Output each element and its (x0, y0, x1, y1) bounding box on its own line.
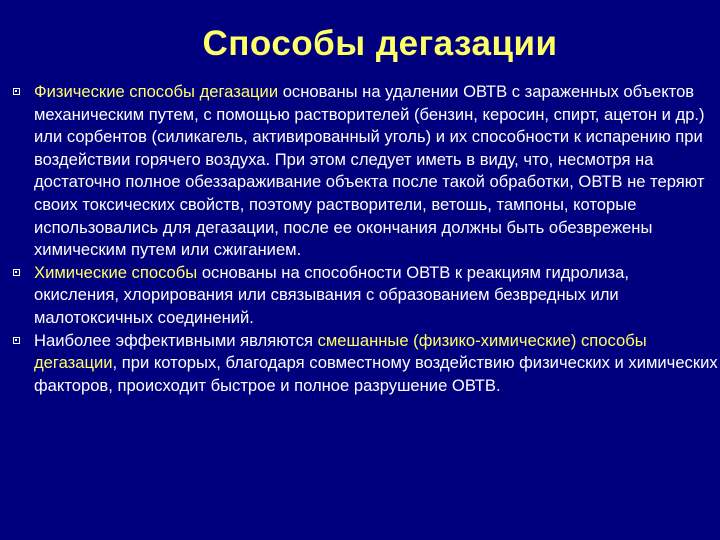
bullet-mixed (12, 330, 718, 398)
bullet-highlight: смешанные (физико-химические) способы дегазации (34, 330, 647, 373)
square-bullet-icon (13, 269, 20, 276)
square-bullet-icon (13, 337, 20, 344)
bullet-list (12, 81, 718, 397)
slide-title: Способы дегазации (202, 24, 558, 63)
bullet-physical (12, 81, 718, 262)
bullet-text: , при которых, благодаря совместному воздействию физических и химических факторов, происходит быстрое и полное разрушение ОВТВ. (34, 353, 718, 395)
bullet-highlight: Физические способы дегазации (34, 82, 279, 101)
bullet-text: основаны на удалении ОВТВ с зараженных объектов механическим путем, с помощью растворителей (бензин, керосин, спирт, ацетон и др.) или сорбентов (силикагель, активированный уголь) и их способности к испарению при воздействии горячего воздуха. При этом следует иметь в виду, что, несмотря на достаточно полное обеззараживание объекта после такой обработки, ОВТВ не теряют своих токсических свойств, поэтому растворители, ветошь, тампоны, которые использовались для дегазации, после ее окончания должны быть обезврежены химическим путем или сжиганием. (34, 82, 705, 260)
bullet-highlight: Химические способы (34, 262, 198, 282)
bullet-text-before: Наиболее эффективными являются (34, 330, 318, 350)
square-bullet-icon (13, 88, 20, 95)
bullet-text: основаны на способности ОВТВ к реакциям гидролиза, окисления, хлорирования или связывания с образованием безвредных или малотоксичных соединений. (34, 262, 629, 327)
bullet-chemical (12, 262, 718, 330)
